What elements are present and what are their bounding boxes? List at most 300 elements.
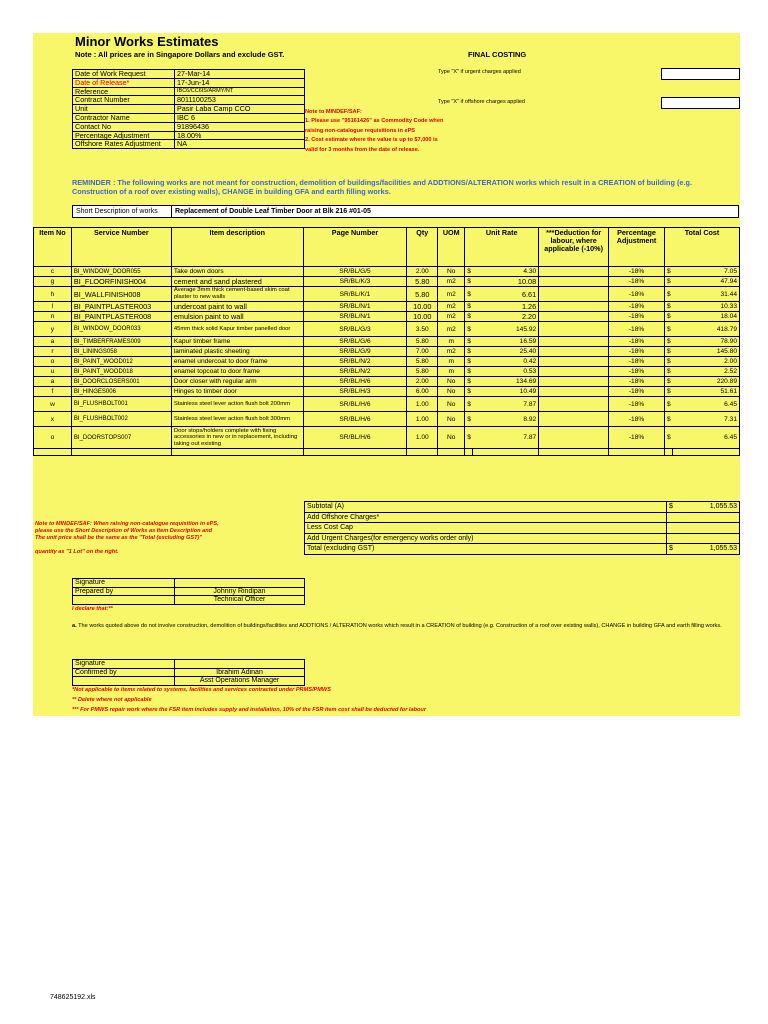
currency-cell: $	[465, 357, 473, 367]
page-number-cell: SR/BL/G/9	[303, 347, 407, 357]
deduction-cell	[539, 387, 609, 397]
table-row	[34, 427, 740, 449]
unit-rate-cell: 4.30	[473, 267, 539, 277]
page-number-cell: SR/BL/N/1	[303, 312, 407, 322]
uom-cell: m2	[438, 312, 465, 322]
table-row	[34, 387, 740, 397]
currency-cell: $	[465, 347, 473, 357]
info-value[interactable]: 18.00%	[175, 131, 305, 140]
qty-cell: 2.00	[407, 267, 438, 277]
total-cost-cell: 6.45	[673, 427, 740, 449]
table-row	[34, 322, 740, 337]
service-number-cell: BI_PAINTPLASTER008	[71, 312, 171, 322]
item-description-cell: Stainless steel lever action flush bolt 200mm	[171, 397, 303, 412]
page-number-cell: SR/BL/N/1	[303, 302, 407, 312]
non-catalogue-note-line: please use the Short Description of Works as Item Description and	[35, 528, 213, 534]
uom-cell: m2	[438, 322, 465, 337]
deduction-cell	[539, 312, 609, 322]
item-no-cell: w	[34, 397, 72, 412]
unit-rate-cell: 0.53	[473, 367, 539, 377]
page-number-cell: SR/BL/H/6	[303, 412, 407, 427]
qty-cell: 5.80	[407, 367, 438, 377]
col-total-cost: Total Cost	[665, 228, 740, 267]
empty-cell	[473, 449, 539, 456]
page-number-cell: SR/BL/H/6	[303, 397, 407, 412]
confirmed-by-label: Confirmed by	[73, 668, 175, 677]
currency-cell: $	[465, 277, 473, 287]
footnote: ** Delete where not applicable	[72, 697, 152, 703]
total-cost-cell: 78.90	[673, 337, 740, 347]
qty-cell: 5.80	[407, 337, 438, 347]
qty-cell: 6.00	[407, 387, 438, 397]
footnote: *** For PMWS repair work where the FSR item includes supply and installation, 10% of the FSR item cost shall be deducted for labour	[72, 707, 427, 713]
declaration-paragraph	[72, 622, 737, 630]
confirmed-by-role: Asst Operations Manager	[175, 677, 305, 686]
totals-value	[679, 523, 740, 534]
unit-rate-cell: 2.20	[473, 312, 539, 322]
table-row	[34, 302, 740, 312]
col-uom: UOM	[438, 228, 465, 267]
empty-cell	[71, 449, 171, 456]
col-item-no: Item No	[34, 228, 72, 267]
deduction-cell	[539, 347, 609, 357]
unit-rate-cell: 1.26	[473, 302, 539, 312]
totals-label: Add Urgent Charges(for emergency works order only)	[305, 533, 667, 544]
deduction-cell	[539, 397, 609, 412]
percentage-cell: -18%	[609, 397, 665, 412]
empty-cell	[73, 677, 175, 686]
item-no-cell: f	[34, 387, 72, 397]
currency-cell: $	[465, 267, 473, 277]
totals-row	[305, 533, 740, 544]
info-row	[73, 122, 305, 131]
item-no-cell: c	[34, 267, 72, 277]
page-number-cell: SR/BL/G/6	[303, 337, 407, 347]
table-row	[34, 397, 740, 412]
item-no-cell: n	[34, 312, 72, 322]
totals-label: Total (excluding GST)	[305, 544, 667, 555]
total-cost-cell: 2.00	[673, 357, 740, 367]
currency-cell: $	[665, 387, 673, 397]
signature-field[interactable]	[175, 660, 305, 669]
qty-cell: 5.80	[407, 277, 438, 287]
service-number-cell: BI_FLUSHBOLT002	[71, 412, 171, 427]
percentage-cell: -18%	[609, 387, 665, 397]
item-description-cell: 45mm thick solid Kapur timber panelled door	[171, 322, 303, 337]
currency-cell: $	[465, 302, 473, 312]
empty-cell	[539, 449, 609, 456]
col-qty: Qty	[407, 228, 438, 267]
currency-cell: $	[667, 544, 680, 555]
info-value[interactable]: IBC 6	[175, 113, 305, 122]
currency-cell: $	[665, 312, 673, 322]
total-cost-cell: 145.80	[673, 347, 740, 357]
mindef-note	[305, 108, 475, 155]
percentage-cell: -18%	[609, 367, 665, 377]
totals-label: Less Cost Cap	[305, 523, 667, 534]
item-description-cell: Hinges to timber door	[171, 387, 303, 397]
table-row	[34, 367, 740, 377]
info-value[interactable]: 17-Jun-14	[175, 78, 305, 87]
info-row	[73, 96, 305, 105]
non-catalogue-note-line: Note to MINDEF/SAF: When raising non-catalogue requisition in ePS,	[35, 521, 219, 527]
page-number-cell: SR/BL/N/2	[303, 357, 407, 367]
short-description-label: Short Description of works	[73, 206, 172, 218]
info-label: Contract Number	[73, 96, 175, 105]
total-cost-cell: 10.33	[673, 302, 740, 312]
info-row	[73, 105, 305, 114]
totals-row	[305, 544, 740, 555]
unit-rate-cell: 7.87	[473, 427, 539, 449]
percentage-cell: -18%	[609, 302, 665, 312]
empty-cell	[34, 449, 72, 456]
percentage-cell: -18%	[609, 427, 665, 449]
item-no-cell: l	[34, 302, 72, 312]
uom-cell: No	[438, 427, 465, 449]
item-description-cell: Door stops/holders complete with fixing accessories in new or in replacement, including taking out existing	[171, 427, 303, 449]
totals-label: Subtotal (A)	[305, 502, 667, 513]
service-number-cell: BI_PAINTPLASTER003	[71, 302, 171, 312]
percentage-cell: -18%	[609, 322, 665, 337]
empty-cell	[665, 449, 673, 456]
unit-rate-cell: 25.40	[473, 347, 539, 357]
uom-cell: m2	[438, 302, 465, 312]
qty-cell: 5.80	[407, 287, 438, 302]
reminder-text: REMINDER : The following works are not meant for construction, demolition of buildings/facilities and ADDTIONS/ALTERATION works which result in a CREATION of building (e.g. Construction of a roof over existing walls), CHANGE in building GFA and earth filling works.	[72, 178, 692, 196]
total-cost-cell: 7.31	[673, 412, 740, 427]
footnote: *Not applicable to items related to systems, facilities and services contracted under PRMS/PMWS	[72, 687, 331, 693]
total-cost-cell: 6.45	[673, 397, 740, 412]
item-no-cell: r	[34, 347, 72, 357]
percentage-cell: -18%	[609, 337, 665, 347]
service-number-cell: BI_DOORCLOSERS001	[71, 377, 171, 387]
totals-row	[305, 502, 740, 513]
qty-cell: 1.00	[407, 427, 438, 449]
total-cost-cell: 7.05	[673, 267, 740, 277]
info-value[interactable]: 8011100253	[175, 96, 305, 105]
declaration-heading: I declare that:**	[72, 606, 113, 612]
unit-rate-cell: 6.61	[473, 287, 539, 302]
page-number-cell: SR/BL/H/3	[303, 387, 407, 397]
item-no-cell: x	[34, 412, 72, 427]
currency-cell: $	[667, 502, 680, 513]
currency-cell: $	[665, 377, 673, 387]
currency-cell: $	[665, 347, 673, 357]
short-description-value[interactable]: Replacement of Double Leaf Timber Door at Blk 216 #01-05	[172, 206, 739, 218]
qty-cell: 2.00	[407, 377, 438, 387]
table-row	[34, 337, 740, 347]
deduction-cell	[539, 412, 609, 427]
page-number-cell: SR/BL/H/6	[303, 377, 407, 387]
currency-note: Note : All prices are in Singapore Dollars and exclude GST.	[75, 50, 285, 59]
deduction-cell	[539, 267, 609, 277]
currency-cell: $	[665, 337, 673, 347]
file-name: 748625192.xls	[50, 994, 96, 1001]
item-no-cell: o	[34, 427, 72, 449]
currency-cell	[667, 523, 680, 534]
offshore-charges-input[interactable]	[661, 97, 740, 109]
qty-cell: 10.00	[407, 302, 438, 312]
info-label: Unit	[73, 105, 175, 114]
non-catalogue-note-line: The unit price shall be the same as the "Total (excluding GST)"	[35, 535, 203, 541]
currency-cell: $	[665, 427, 673, 449]
col-page-number: Page Number	[303, 228, 407, 267]
item-description-cell: Door closer with regular arm	[171, 377, 303, 387]
unit-rate-cell: 10.49	[473, 387, 539, 397]
currency-cell: $	[665, 367, 673, 377]
signature-field[interactable]	[175, 579, 305, 588]
info-label: Date of Release*	[73, 78, 175, 87]
type-x-offshore-label: Type "X" if offshore charges applied	[438, 99, 525, 105]
percentage-cell: -18%	[609, 412, 665, 427]
percentage-cell: -18%	[609, 267, 665, 277]
empty-cell	[73, 596, 175, 605]
prepared-by-name: Johnny Rindipan	[175, 587, 305, 596]
uom-cell: No	[438, 397, 465, 412]
deduction-cell	[539, 322, 609, 337]
unit-rate-cell: 10.08	[473, 277, 539, 287]
currency-cell: $	[465, 367, 473, 377]
deduction-cell	[539, 427, 609, 449]
empty-cell	[609, 449, 665, 456]
table-row	[34, 377, 740, 387]
totals-table	[304, 501, 740, 555]
unit-rate-cell: 145.92	[473, 322, 539, 337]
uom-cell: m	[438, 367, 465, 377]
unit-rate-cell: 134.69	[473, 377, 539, 387]
service-number-cell: BI_WALLFINISH008	[71, 287, 171, 302]
totals-value: 1,055.53	[679, 502, 740, 513]
uom-cell: No	[438, 412, 465, 427]
currency-cell: $	[665, 287, 673, 302]
qty-cell: 5.80	[407, 357, 438, 367]
non-catalogue-note-line: quantity as "1 Lot" on the right.	[35, 549, 119, 555]
short-description-table	[72, 205, 739, 218]
service-number-cell: BI_PAINT_WOOD012	[71, 357, 171, 367]
item-no-cell: a	[34, 377, 72, 387]
table-row	[34, 412, 740, 427]
table-row	[34, 267, 740, 277]
currency-cell: $	[665, 267, 673, 277]
service-number-cell: BI_WINDOW_DOOR033	[71, 322, 171, 337]
deduction-cell	[539, 277, 609, 287]
service-number-cell: BI_FLUSHBOLT001	[71, 397, 171, 412]
prepared-by-table	[72, 578, 305, 605]
info-row	[73, 140, 305, 149]
item-description-cell: emulsion paint to wall	[171, 312, 303, 322]
deduction-cell	[539, 302, 609, 312]
empty-cell	[673, 449, 740, 456]
uom-cell: m2	[438, 287, 465, 302]
service-number-cell: BI_HINGES006	[71, 387, 171, 397]
item-no-cell: o	[34, 357, 72, 367]
currency-cell: $	[465, 337, 473, 347]
info-value[interactable]: 91896436	[175, 122, 305, 131]
item-description-cell: Kapur timber frame	[171, 337, 303, 347]
uom-cell: No	[438, 377, 465, 387]
percentage-cell: -18%	[609, 347, 665, 357]
percentage-cell: -18%	[609, 377, 665, 387]
item-no-cell: a	[34, 337, 72, 347]
page-number-cell: SR/BL/N/2	[303, 367, 407, 377]
info-label: Contractor Name	[73, 113, 175, 122]
item-description-cell: cement and sand plastered	[171, 277, 303, 287]
page-number-cell: SR/BL/G/3	[303, 322, 407, 337]
currency-cell	[667, 512, 680, 523]
page-number-cell: SR/BL/H/6	[303, 427, 407, 449]
col-unit-rate: Unit Rate	[465, 228, 539, 267]
item-description-cell: laminated plastic sheeting	[171, 347, 303, 357]
empty-cell	[407, 449, 438, 456]
item-no-cell: y	[34, 322, 72, 337]
uom-cell: m2	[438, 347, 465, 357]
total-cost-cell: 51.61	[673, 387, 740, 397]
confirmed-by-table	[72, 659, 305, 686]
unit-rate-cell: 7.87	[473, 397, 539, 412]
page-number-cell: SR/BL/K/3	[303, 277, 407, 287]
service-number-cell: BI_FLOORFINISH004	[71, 277, 171, 287]
info-label: Percentage Adjustment	[73, 131, 175, 140]
cost-items-table	[33, 227, 740, 456]
service-number-cell: BI_TIMBERFRAMES009	[71, 337, 171, 347]
currency-cell: $	[665, 412, 673, 427]
info-label: Date of Work Request	[73, 70, 175, 79]
total-cost-cell: 418.79	[673, 322, 740, 337]
total-cost-cell: 220.89	[673, 377, 740, 387]
declaration-text: The works quoted above do not involve construction, demolition of buildings/facilities and ADDTIONS / ALTERATION works which result in a CREATION of building (e.g. Construction of a roof over existing walls), CHANGE in building GFA and earth filling works.	[78, 623, 722, 629]
service-number-cell: BI_DOORSTOPS007	[71, 427, 171, 449]
info-row	[73, 113, 305, 122]
col-percentage-adjustment: Percentage Adjustment	[609, 228, 665, 267]
uom-cell: m	[438, 357, 465, 367]
percentage-cell: -18%	[609, 312, 665, 322]
item-no-cell: h	[34, 287, 72, 302]
mindef-note-line: 2. Cost estimate where the value is up to $7,000 is	[305, 137, 438, 144]
total-cost-cell: 2.52	[673, 367, 740, 377]
empty-cell	[303, 449, 407, 456]
info-value[interactable]: 27-Mar-14	[175, 70, 305, 79]
info-table	[72, 69, 305, 149]
service-number-cell: BI_PAINT_WOOD018	[71, 367, 171, 377]
item-description-cell: Average 3mm thick cement-based skim coat plaster to new walls	[171, 287, 303, 302]
currency-cell: $	[665, 322, 673, 337]
mindef-note-line: valid for 3 months from the date of release.	[305, 146, 420, 153]
deduction-cell	[539, 377, 609, 387]
qty-cell: 1.00	[407, 412, 438, 427]
currency-cell: $	[465, 322, 473, 337]
table-row	[34, 277, 740, 287]
currency-cell: $	[665, 357, 673, 367]
non-catalogue-note	[35, 521, 275, 556]
service-number-cell: BI_LININGS058	[71, 347, 171, 357]
deduction-cell	[539, 287, 609, 302]
signature-label: Signature	[73, 579, 175, 588]
item-description-cell: Take down doors	[171, 267, 303, 277]
item-description-cell: Stainless steel lever action flush bolt 300mm	[171, 412, 303, 427]
percentage-cell: -18%	[609, 357, 665, 367]
total-cost-cell: 31.44	[673, 287, 740, 302]
table-row	[34, 347, 740, 357]
col-item-description: Item description	[171, 228, 303, 267]
deduction-cell	[539, 337, 609, 347]
totals-value	[679, 512, 740, 523]
info-label: Reference	[73, 87, 175, 96]
info-label: Contact No	[73, 122, 175, 131]
final-costing-label: FINAL COSTING	[468, 50, 527, 59]
totals-row	[305, 512, 740, 523]
confirmed-by-name: Ibrahim Adinan	[175, 668, 305, 677]
currency-cell: $	[665, 302, 673, 312]
deduction-cell	[539, 357, 609, 367]
table-row-empty	[34, 449, 740, 456]
totals-label: Add Offshore Charges*	[305, 512, 667, 523]
item-no-cell: u	[34, 367, 72, 377]
mindef-note-line: raising non-catalogue requisitions in ePS	[305, 127, 416, 134]
info-value[interactable]: IBC6/CC6IS/ARMY/NT	[175, 87, 305, 96]
col-service-number: Service Number	[71, 228, 171, 267]
info-row	[73, 70, 305, 79]
qty-cell: 1.00	[407, 397, 438, 412]
page-number-cell: SR/BL/G/5	[303, 267, 407, 277]
mindef-note-line: 1. Please use "95161426" as Commodity Code when	[305, 118, 444, 125]
qty-cell: 7.00	[407, 347, 438, 357]
item-description-cell: enamel topcoat to door frame	[171, 367, 303, 377]
uom-cell: m2	[438, 277, 465, 287]
table-row	[34, 312, 740, 322]
unit-rate-cell: 16.59	[473, 337, 539, 347]
currency-cell: $	[465, 287, 473, 302]
info-value[interactable]: NA	[175, 140, 305, 149]
percentage-cell: -18%	[609, 287, 665, 302]
uom-cell: m	[438, 337, 465, 347]
urgent-charges-input[interactable]	[661, 68, 740, 80]
currency-cell: $	[465, 397, 473, 412]
currency-cell: $	[465, 377, 473, 387]
currency-cell	[667, 533, 680, 544]
info-row	[73, 131, 305, 140]
percentage-cell: -18%	[609, 277, 665, 287]
empty-cell	[171, 449, 303, 456]
unit-rate-cell: 8.92	[473, 412, 539, 427]
uom-cell: No	[438, 267, 465, 277]
info-value[interactable]: Pasir Laba Camp CCO	[175, 105, 305, 114]
info-row	[73, 78, 305, 87]
uom-cell: No	[438, 387, 465, 397]
table-row	[34, 357, 740, 367]
prepared-by-label: Prepared by	[73, 587, 175, 596]
empty-cell	[465, 449, 473, 456]
item-description-cell: undercoat paint to wall	[171, 302, 303, 312]
declaration-prefix: a.	[72, 623, 77, 629]
currency-cell: $	[465, 312, 473, 322]
mindef-note-line: Note to MINDEF/SAF:	[305, 109, 362, 115]
prepared-by-role: Technical Officer	[175, 596, 305, 605]
type-x-urgent-label: Type "X" if urgent charges applied	[438, 69, 521, 75]
qty-cell: 10.00	[407, 312, 438, 322]
total-cost-cell: 18.04	[673, 312, 740, 322]
totals-value: 1,055.53	[679, 544, 740, 555]
currency-cell: $	[465, 427, 473, 449]
deduction-cell	[539, 367, 609, 377]
signature-label: Signature	[73, 660, 175, 669]
item-no-cell: g	[34, 277, 72, 287]
currency-cell: $	[465, 387, 473, 397]
totals-value	[679, 533, 740, 544]
page-number-cell: SR/BL/K/1	[303, 287, 407, 302]
col-deduction: ***Deduction for labour, where applicable (-10%)	[539, 228, 609, 267]
currency-cell: $	[465, 412, 473, 427]
total-cost-cell: 47.94	[673, 277, 740, 287]
